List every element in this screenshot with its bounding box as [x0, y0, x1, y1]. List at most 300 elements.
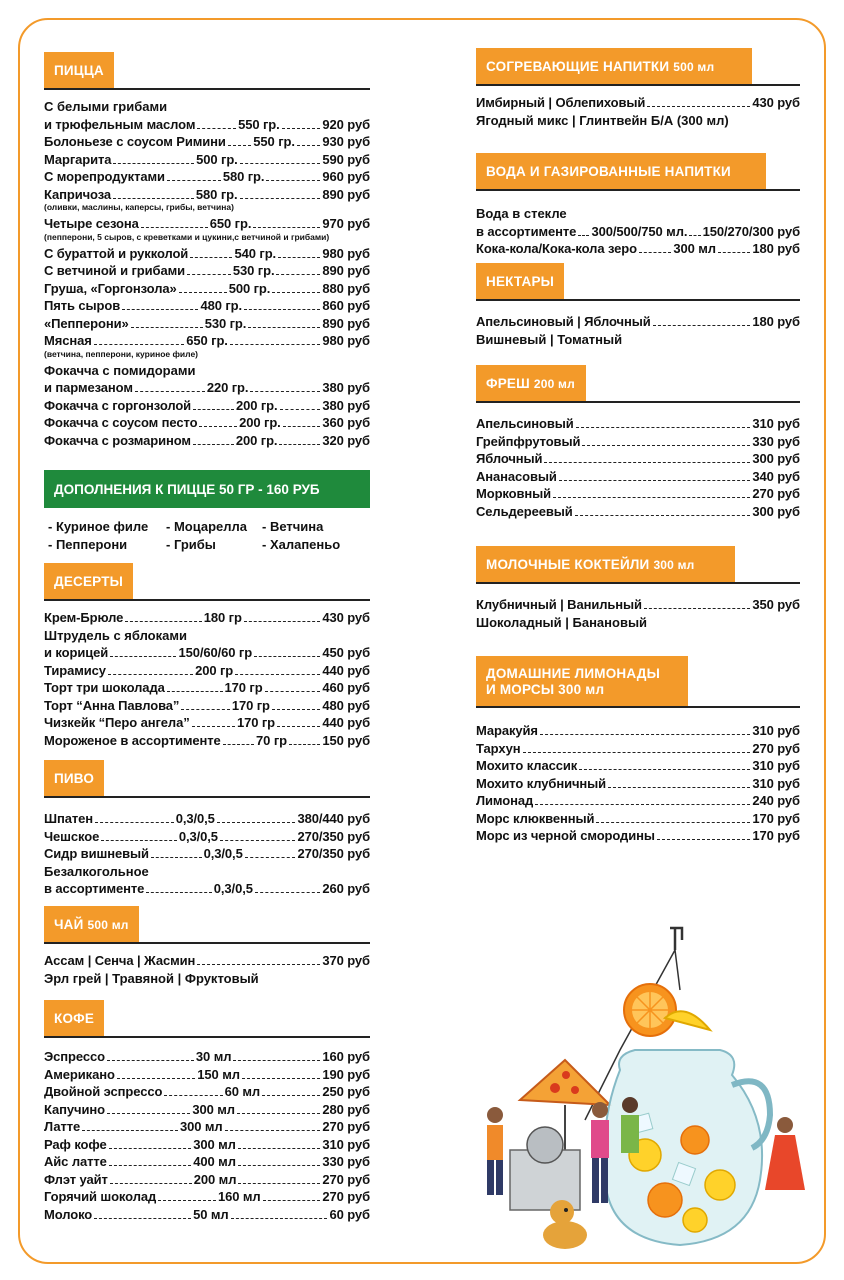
coffee-section	[44, 1000, 370, 1223]
dot-leader	[225, 1130, 321, 1131]
item-price: 260 руб	[322, 881, 370, 896]
dot-leader	[647, 106, 750, 107]
menu-item-row	[44, 379, 370, 397]
dot-leader	[237, 1113, 320, 1114]
nectars-line2: Вишневый | Томатный	[476, 331, 623, 347]
dot-leader	[248, 327, 320, 328]
menu-item-row	[44, 151, 370, 169]
tea-line2: Эрл грей | Травяной | Фруктовый	[44, 970, 259, 986]
dot-leader	[192, 726, 235, 727]
milkshakes-price: 350 руб	[752, 597, 800, 612]
dot-leader	[122, 309, 198, 310]
item-weight: 200 гр.	[235, 397, 278, 413]
dot-leader	[193, 409, 234, 410]
item-weight: 300 мл	[673, 241, 716, 256]
menu-item-row	[44, 679, 370, 697]
item-weight: 550 гр.	[253, 134, 295, 149]
item-name: Мороженое в ассортименте	[44, 732, 221, 748]
item-name: С морепродуктами	[44, 169, 165, 184]
item-weight: 580 гр.	[195, 186, 238, 202]
menu-item-row	[44, 432, 370, 450]
nectars-rule	[476, 299, 800, 301]
item-price: 380 руб	[322, 380, 370, 395]
menu-item-row	[476, 433, 800, 451]
menu-item-row	[476, 485, 800, 503]
beer-list	[44, 810, 370, 898]
menu-item-row	[44, 1188, 370, 1206]
menu-item-row	[476, 792, 800, 810]
dot-leader	[272, 292, 320, 293]
item-name: Тархун	[476, 740, 521, 756]
item-price: 960 руб	[322, 169, 370, 184]
dot-leader	[279, 444, 320, 445]
dot-leader	[117, 1078, 196, 1079]
item-weight: 50 мл	[193, 1206, 229, 1222]
dot-leader	[235, 674, 320, 675]
item-weight: 480 гр.	[200, 298, 243, 313]
item-weight: 0,3/0,5	[203, 846, 243, 861]
addon-item: - Халапеньо	[262, 536, 341, 552]
fresh-list	[476, 415, 800, 520]
menu-item-row	[44, 845, 370, 863]
menu-item-row	[44, 828, 370, 846]
item-price: 890 руб	[322, 315, 370, 331]
dot-leader	[233, 1060, 320, 1061]
dot-leader	[276, 274, 320, 275]
dot-leader	[608, 787, 750, 788]
item-price: 310 руб	[322, 1136, 371, 1152]
item-price: 330 руб	[322, 1154, 370, 1169]
item-weight: 530 гр.	[204, 315, 247, 331]
tea-heading	[44, 906, 139, 942]
item-name: Мясная	[44, 333, 92, 348]
item-weight: 160 мл	[217, 1189, 261, 1204]
menu-item-row	[476, 775, 800, 793]
dot-leader	[553, 497, 750, 498]
item-weight: 300 мл	[192, 1101, 235, 1117]
dot-leader	[523, 752, 751, 753]
dot-leader	[689, 235, 700, 236]
lemonades-section	[476, 656, 800, 845]
menu-item-row	[476, 740, 800, 758]
dot-leader	[544, 462, 750, 463]
item-weight: 650 гр.	[209, 216, 252, 231]
item-price: 980 руб	[322, 333, 370, 348]
dot-leader	[278, 257, 320, 258]
pizza-heading: ПИЦЦА	[44, 52, 114, 88]
item-weight: 200 гр.	[235, 432, 278, 448]
dot-leader	[535, 804, 750, 805]
desserts-rule	[44, 599, 370, 601]
nectars-line1: Апельсиновый | Яблочный	[476, 314, 651, 329]
dot-leader	[187, 274, 231, 275]
warm-title: СОГРЕВАЮЩИЕ НАПИТКИ	[486, 59, 670, 74]
item-name-line1: Безалкогольное	[44, 863, 149, 879]
dot-leader	[135, 391, 205, 392]
dot-leader	[575, 515, 751, 516]
tea-price: 370 руб	[322, 953, 370, 968]
dot-leader	[244, 309, 320, 310]
addon-item: - Куриное филе	[48, 519, 149, 534]
dot-leader	[540, 734, 750, 735]
dot-leader	[263, 1200, 321, 1201]
dot-leader	[283, 426, 321, 427]
dot-leader	[95, 822, 174, 823]
item-price: 440 руб	[322, 662, 370, 678]
item-price: 380 руб	[322, 397, 371, 413]
item-weight: 200 гр	[195, 662, 234, 678]
dot-leader	[217, 822, 296, 823]
item-weight: 170 гр	[224, 680, 263, 695]
dot-leader	[94, 1218, 191, 1219]
item-note: (пепперони, 5 сыров, с креветками и цукини,с ветчиной и грибами)	[44, 231, 330, 242]
item-name: Двойной эспрессо	[44, 1084, 163, 1099]
item-price: 170 руб	[752, 828, 800, 843]
menu-item-row	[44, 280, 370, 298]
nectars-row	[476, 313, 800, 331]
menu-item-row	[44, 116, 370, 134]
item-name: Морс из черной смородины	[476, 828, 655, 843]
menu-item-row	[44, 697, 370, 715]
dot-leader	[113, 163, 194, 164]
item-name: Капучино	[44, 1101, 105, 1117]
milkshakes-line2: Шоколадный | Банановый	[476, 614, 648, 630]
item-name: Тирамису	[44, 662, 106, 678]
dot-leader	[125, 621, 202, 622]
menu-item-row	[44, 262, 370, 280]
item-price: 150 руб	[322, 732, 371, 748]
dot-leader	[231, 1218, 328, 1219]
warm-price: 430 руб	[752, 95, 800, 110]
dot-leader	[559, 480, 751, 481]
item-price: 270 руб	[322, 1189, 371, 1204]
dot-leader	[245, 857, 296, 858]
item-name: и пармезаном	[44, 380, 133, 395]
fresh-title: ФРЕШ	[486, 376, 530, 391]
item-name: С бураттой и рукколой	[44, 245, 189, 261]
coffee-list	[44, 1048, 370, 1223]
item-weight: 200 гр.	[239, 415, 281, 430]
item-name: Пять сыров	[44, 298, 121, 313]
menu-item-row	[44, 414, 370, 432]
dot-leader	[653, 325, 751, 326]
item-price: 190 руб	[322, 1066, 371, 1082]
milkshakes-rule	[476, 582, 800, 584]
dot-leader	[255, 892, 321, 893]
dot-leader	[579, 769, 750, 770]
item-name: Раф кофе	[44, 1136, 107, 1152]
item-name: Крем-Брюле	[44, 610, 124, 625]
item-price: 150/270/300 руб	[702, 223, 801, 239]
menu-item-row	[44, 662, 370, 680]
item-name: и трюфельным маслом	[44, 116, 196, 132]
item-price: 360 руб	[322, 415, 371, 430]
item-name: Морс клюквенный	[476, 810, 595, 826]
milkshakes-title: МОЛОЧНЫЕ КОКТЕЙЛИ	[486, 557, 650, 572]
item-note: (оливки, маслины, каперсы, грибы, ветчина)	[44, 202, 234, 212]
coffee-heading: КОФЕ	[44, 1000, 104, 1036]
menu-item-row	[44, 880, 370, 898]
dot-leader	[82, 1130, 178, 1131]
item-price: 310 руб	[752, 758, 800, 773]
item-price: 240 руб	[752, 793, 800, 808]
item-name-line1: Штрудель с яблоками	[44, 627, 187, 643]
menu-item-row	[44, 215, 370, 233]
addons-list	[44, 518, 370, 553]
item-weight: 150 мл	[197, 1066, 240, 1082]
dot-leader	[289, 744, 320, 745]
menu-item-row	[44, 1066, 370, 1084]
item-price: 320 руб	[322, 432, 370, 448]
item-name: Сидр вишневый	[44, 846, 149, 861]
item-weight: 0,3/0,5	[213, 881, 253, 896]
menu-item-row	[44, 609, 370, 627]
item-name: Мохито клубничный	[476, 775, 607, 791]
dot-leader	[718, 252, 750, 253]
dot-leader	[253, 227, 320, 228]
addon-item: - Ветчина	[262, 519, 324, 534]
warm-row	[476, 94, 800, 112]
water-section	[476, 153, 800, 258]
addon-item: - Пепперони	[48, 536, 128, 552]
dot-leader	[223, 744, 254, 745]
item-price: 310 руб	[752, 416, 800, 431]
menu-item-row	[44, 1206, 370, 1224]
item-weight: 150/60/60 гр	[178, 645, 253, 660]
item-name: Лимонад	[476, 793, 534, 808]
item-weight: 180 гр	[203, 610, 242, 625]
warm-line2: Ягодный микс | Глинтвейн Б/А (300 мл)	[476, 112, 729, 128]
item-price: 330 руб	[752, 433, 800, 449]
item-name: Груша, «Горгонзола»	[44, 280, 177, 296]
milkshakes-unit: 300 мл	[653, 558, 695, 572]
item-name: Торт “Анна Павлова”	[44, 697, 180, 713]
dot-leader	[639, 252, 671, 253]
menu-item-row	[476, 722, 800, 740]
item-name: Латте	[44, 1119, 81, 1134]
item-name: Апельсиновый	[476, 416, 574, 431]
item-name: Айс латте	[44, 1154, 107, 1169]
dot-leader	[238, 1183, 320, 1184]
item-price: 300 руб	[752, 451, 800, 466]
menu-item-row	[44, 186, 370, 204]
warm-line1: Имбирный | Облепиховый	[476, 95, 646, 110]
menu-item-row	[44, 1083, 370, 1101]
menu-item-row	[476, 468, 800, 486]
menu-item-row	[44, 332, 370, 350]
fresh-heading	[476, 365, 586, 401]
item-weight: 400 мл	[193, 1154, 236, 1169]
item-price: 180 руб	[752, 241, 800, 256]
dot-leader	[238, 1165, 321, 1166]
dot-leader	[277, 726, 320, 727]
item-name: Эспрессо	[44, 1049, 105, 1064]
addon-item: - Моцарелла	[166, 519, 248, 534]
pizza-list	[44, 98, 370, 449]
dot-leader	[644, 608, 750, 609]
item-price: 160 руб	[322, 1049, 370, 1064]
menu-item-row	[44, 297, 370, 315]
desserts-list	[44, 609, 370, 749]
dot-leader	[197, 964, 320, 965]
dot-leader	[240, 163, 321, 164]
item-note: (ветчина, пепперони, куриное филе)	[44, 348, 199, 359]
warm-drinks-heading	[476, 48, 752, 84]
dot-leader	[141, 227, 208, 228]
item-name-line1: Вода в стекле	[476, 206, 567, 221]
item-name: Американо	[44, 1066, 115, 1082]
item-weight: 170 гр	[231, 697, 270, 713]
item-price: 970 руб	[322, 216, 371, 231]
dot-leader	[230, 344, 321, 345]
lemonades-heading	[476, 656, 688, 706]
milkshakes-section	[476, 546, 800, 631]
item-name: Шпатен	[44, 811, 93, 826]
water-heading: ВОДА И ГАЗИРОВАННЫЕ НАПИТКИ	[476, 153, 766, 189]
dot-leader	[297, 145, 321, 146]
dot-leader	[179, 292, 227, 293]
item-price: 880 руб	[322, 280, 371, 296]
menu-item-row	[476, 223, 800, 241]
item-weight: 0,3/0,5	[175, 811, 215, 826]
item-name-line1: Фокачча с помидорами	[44, 362, 196, 378]
item-price: 170 руб	[752, 810, 800, 826]
dot-leader	[576, 427, 751, 428]
tea-title: ЧАЙ	[54, 917, 84, 932]
item-price: 930 руб	[322, 134, 371, 149]
menu-item-row	[44, 168, 370, 186]
lemonades-rule	[476, 706, 800, 708]
item-name: Горячий шоколад	[44, 1189, 157, 1204]
item-name-line1: С белыми грибами	[44, 99, 168, 114]
menu-item-row	[44, 1136, 370, 1154]
item-weight: 0,3/0,5	[178, 828, 218, 844]
dot-leader	[110, 656, 176, 657]
item-name: Торт три шоколада	[44, 680, 165, 695]
warm-drinks-section	[476, 48, 800, 129]
item-name: в ассортименте	[476, 223, 577, 239]
item-price: 340 руб	[752, 468, 800, 484]
dot-leader	[265, 691, 321, 692]
dot-leader	[109, 1148, 192, 1149]
dot-leader	[272, 709, 320, 710]
dot-leader	[254, 656, 320, 657]
item-name: Яблочный	[476, 451, 543, 466]
dot-leader	[280, 409, 321, 410]
menu-item-row	[44, 714, 370, 732]
item-name: Грейпфрутовый	[476, 433, 581, 449]
dot-leader	[107, 1113, 190, 1114]
tea-row	[44, 952, 370, 970]
lemonades-list	[476, 722, 800, 845]
dot-leader	[109, 1165, 192, 1166]
item-weight: 220 гр.	[206, 380, 249, 395]
item-price: 280 руб	[322, 1101, 370, 1117]
item-price: 590 руб	[322, 151, 370, 167]
lemonades-title2: И МОРСЫ 300 мл	[486, 682, 605, 697]
item-name: Ананасовый	[476, 468, 557, 484]
item-weight: 70 гр	[256, 732, 287, 748]
item-name: Чизкейк “Перо ангела”	[44, 715, 190, 730]
beer-heading: ПИВО	[44, 760, 104, 796]
item-price: 980 руб	[322, 245, 370, 261]
item-weight: 500 гр.	[228, 280, 271, 296]
item-weight: 300/500/750 мл.	[591, 223, 688, 239]
item-weight: 540 гр.	[234, 245, 277, 261]
item-price: 920 руб	[322, 116, 371, 132]
item-name: С ветчиной и грибами	[44, 263, 186, 278]
warm-rule	[476, 84, 800, 86]
dot-leader	[266, 180, 320, 181]
dot-leader	[164, 1095, 222, 1096]
item-name: Фокачча с горгонзолой	[44, 397, 192, 413]
desserts-section	[44, 563, 370, 749]
addons-heading: ДОПОЛНЕНИЯ К ПИЦЦЕ 50 ГР - 160 РУБ	[44, 470, 370, 508]
item-weight: 300 мл	[193, 1136, 236, 1152]
dot-leader	[242, 1078, 321, 1079]
dot-leader	[151, 857, 202, 858]
dot-leader	[158, 1200, 216, 1201]
item-name: Маракуйя	[476, 723, 538, 738]
dot-leader	[197, 128, 236, 129]
dot-leader	[244, 621, 321, 622]
item-name: и корицей	[44, 645, 109, 660]
fresh-rule	[476, 401, 800, 403]
dot-leader	[146, 892, 212, 893]
item-price: 270/350 руб	[297, 846, 371, 861]
dot-leader	[108, 674, 193, 675]
item-name: Маргарита	[44, 151, 112, 167]
dot-leader	[238, 1148, 321, 1149]
item-weight: 60 мл	[224, 1084, 261, 1099]
item-weight: 580 гр.	[222, 169, 265, 184]
item-weight: 530 гр.	[232, 263, 275, 278]
fresh-section	[476, 365, 800, 520]
item-price: 270 руб	[752, 740, 800, 756]
menu-item-row	[476, 503, 800, 521]
item-name: Молоко	[44, 1206, 93, 1222]
item-weight: 650 гр.	[186, 333, 228, 348]
tea-section	[44, 906, 370, 987]
beer-rule	[44, 796, 370, 798]
item-weight: 200 мл	[193, 1171, 237, 1187]
menu-item-row	[44, 1118, 370, 1136]
item-price: 480 руб	[322, 697, 370, 713]
dot-leader	[262, 1095, 320, 1096]
menu-item-row	[44, 1171, 370, 1189]
milkshakes-row	[476, 596, 800, 614]
menu-item-row	[476, 415, 800, 433]
item-name: Болоньезе с соусом Римини	[44, 134, 226, 149]
item-price: 380/440 руб	[297, 811, 371, 826]
tea-unit: 500 мл	[87, 918, 129, 932]
dot-leader	[582, 445, 750, 446]
dot-leader	[131, 327, 203, 328]
lemonades-title1: ДОМАШНИЕ ЛИМОНАДЫ	[486, 666, 661, 681]
dot-leader	[107, 1060, 194, 1061]
tea-line1: Ассам | Сенча | Жасмин	[44, 953, 196, 968]
item-price: 310 руб	[752, 775, 800, 791]
item-name: Капричоза	[44, 186, 112, 202]
item-name: в ассортименте	[44, 881, 145, 896]
item-name: Морковный	[476, 486, 552, 501]
dot-leader	[101, 840, 177, 841]
item-name: Фокачча с розмарином	[44, 432, 191, 448]
item-price: 270 руб	[752, 486, 800, 501]
item-name: Флэт уайт	[44, 1171, 108, 1187]
addons-section	[44, 470, 370, 553]
water-list	[476, 205, 800, 258]
